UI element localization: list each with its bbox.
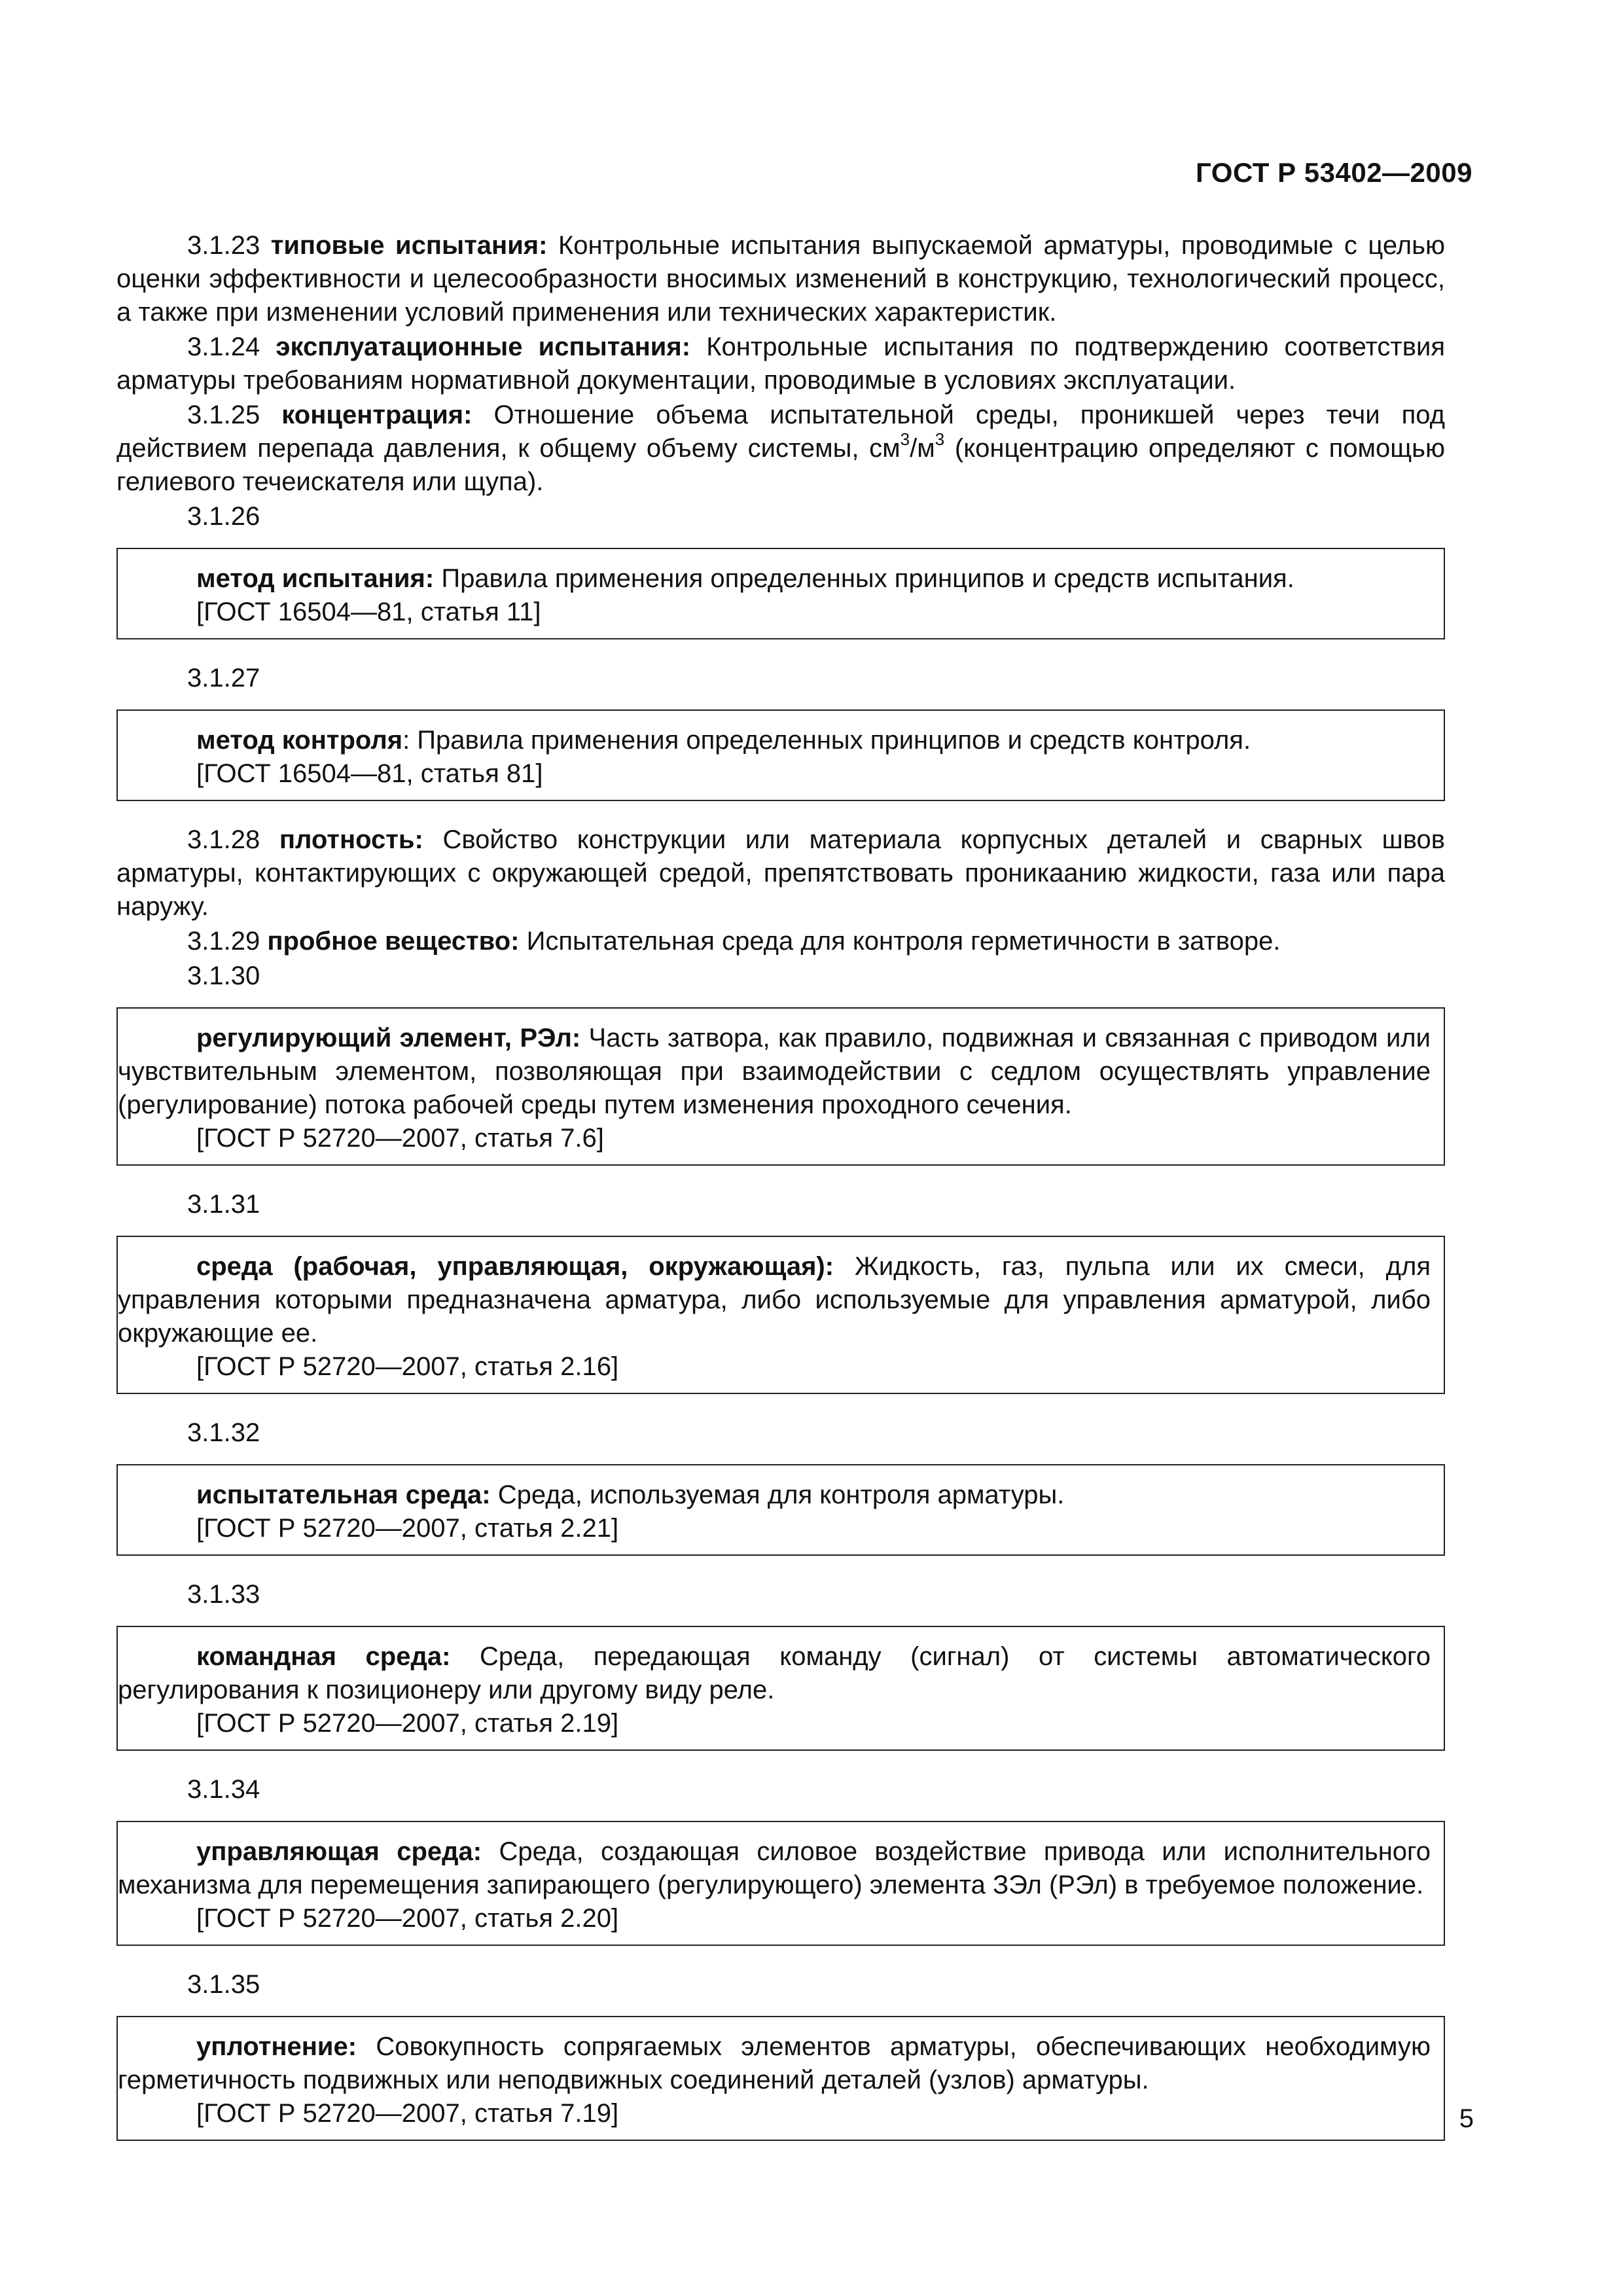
clause-number-3-1-32: 3.1.32 [187,1418,260,1447]
clause-definition: Отношение объема испытательной среды, проникшей через течи под действием перепада давления, к общему объему системы, см [116,401,1445,463]
reference: [ГОСТ Р 52720—2007, статья 2.21] [196,1514,619,1543]
boxed-definition-text [118,724,1431,757]
clause-number-3-1-33: 3.1.33 [187,1580,260,1609]
document-body [116,229,1445,2163]
clause-term: эксплуатационные испытания: [276,332,691,361]
clause-3-1-24 [116,331,1445,397]
boxed-definition-3-1-31 [116,1236,1445,1394]
reference: [ГОСТ 16504—81, статья 11] [196,598,541,626]
clause-definition: Часть затвора, как правило, подвижная и связанная с приводом или чувствительным элементом, позволяющая при взаимодействии с седлом осуществлять управление (регулирование) потока рабочей среды путем изменения проходного сечения. [118,1024,1431,1119]
reference: [ГОСТ Р 52720—2007, статья 7.6] [196,1124,604,1153]
clause-term: метод испытания: [196,564,435,593]
boxed-definition-text [118,562,1431,596]
superscript: 3 [935,429,945,449]
clause-term: концентрация: [281,401,473,429]
boxed-definition-3-1-33 [116,1626,1445,1751]
boxed-definition-3-1-35 [116,2016,1445,2141]
clause-number: 3.1.25 [187,401,260,429]
reference: [ГОСТ Р 52720—2007, статья 2.16] [196,1352,619,1381]
clause-definition: Среда, передающая команду (сигнал) от системы автоматического регулирования к позиционеру или другому виду реле. [118,1642,1431,1704]
clause-definition: : Правила применения определенных принципов и средств контроля. [402,726,1251,755]
clause-term: среда (рабочая, управляющая, окружающая): [196,1252,834,1281]
clause-number-3-1-30: 3.1.30 [187,961,260,990]
clause-number-3-1-31: 3.1.31 [187,1190,260,1219]
reference: [ГОСТ Р 52720—2007, статья 7.19] [196,2099,619,2128]
reference: [ГОСТ Р 52720—2007, статья 2.20] [196,1904,619,1933]
clause-definition: Совокупность сопрягаемых элементов арматуры, обеспечивающих необходимую герметичность подвижных или неподвижных соединений деталей (узлов) арматуры. [118,2032,1431,2094]
boxed-definition-3-1-30 [116,1007,1445,1166]
reference: [ГОСТ 16504—81, статья 81] [196,759,543,788]
clause-number-3-1-35: 3.1.35 [187,1970,260,1999]
boxed-definition-3-1-32 [116,1464,1445,1556]
clause-number-3-1-26: 3.1.26 [187,502,260,531]
clause-definition: Испытательная среда для контроля герметичности в затворе. [526,927,1281,956]
clause-term: испытательная среда: [196,1480,491,1509]
clause-definition: Жидкость, газ, пульпа или их смеси, для управления которыми предназначена арматура, либо используемые для управления арматурой, либо окружающие ее. [118,1252,1431,1348]
clause-definition: Контрольные испытания по подтверждению соответствия арматуры требованиям нормативной документации, проводимые в условиях эксплуатации. [116,332,1446,395]
clause-term: уплотнение: [196,2032,357,2061]
page-number: 5 [1459,2104,1474,2133]
clause-definition-unit: /м [910,434,935,463]
clause-term: пробное вещество: [267,927,520,956]
boxed-definition-text [118,1250,1431,1350]
clause-term: командная среда: [196,1642,451,1671]
boxed-definition-3-1-27 [116,709,1445,801]
clause-term: управляющая среда: [196,1837,482,1866]
document-header: ГОСТ Р 53402—2009 [1196,157,1472,188]
clause-3-1-29 [116,925,1445,958]
clause-term: метод контроля [196,726,403,755]
clause-definition: Среда, создающая силовое воздействие привода или исполнительного механизма для перемещения запирающего (регулирующего) элемента ЗЭл (РЭл) в требуемое положение. [118,1837,1431,1899]
boxed-definition-3-1-26 [116,548,1445,639]
clause-number: 3.1.24 [187,332,260,361]
clause-definition: Среда, используемая для контроля арматуры. [497,1480,1065,1509]
clause-definition: Правила применения определенных принципов и средств испытания. [441,564,1294,593]
clause-term: регулирующий элемент, РЭл: [196,1024,581,1052]
clause-number-3-1-34: 3.1.34 [187,1775,260,1804]
boxed-definition-text [118,1640,1431,1707]
clause-3-1-23 [116,229,1445,329]
reference: [ГОСТ Р 52720—2007, статья 2.19] [196,1709,619,1738]
boxed-definition-text [118,2030,1431,2097]
clause-term: типовые испытания: [270,231,548,260]
boxed-definition-3-1-34 [116,1821,1445,1946]
clause-3-1-28 [116,823,1445,924]
clause-number: 3.1.28 [187,825,260,854]
clause-definition: Свойство конструкции или материала корпусных деталей и сварных швов арматуры, контактирующих с окружающей средой, препятствовать проникаанию жидкости, газа или пара наружу. [116,825,1445,921]
clause-term: плотность: [279,825,423,854]
boxed-definition-text [118,1022,1431,1122]
clause-3-1-25 [116,399,1445,499]
clause-definition-end: (концентрацию определяют с помощью гелиевого течеискателя или щупа). [116,434,1445,496]
superscript: 3 [900,429,910,449]
clause-number: 3.1.29 [187,927,260,956]
boxed-definition-text [118,1835,1431,1902]
clause-number: 3.1.23 [187,231,260,260]
clause-number-3-1-27: 3.1.27 [187,664,260,692]
boxed-definition-text [118,1479,1431,1512]
clause-definition: Контрольные испытания выпускаемой арматуры, проводимые с целью оценки эффективности и целесообразности вносимых изменений в конструкцию, технологический процесс, а также при изменении условий применения или технических характеристик. [116,231,1445,327]
